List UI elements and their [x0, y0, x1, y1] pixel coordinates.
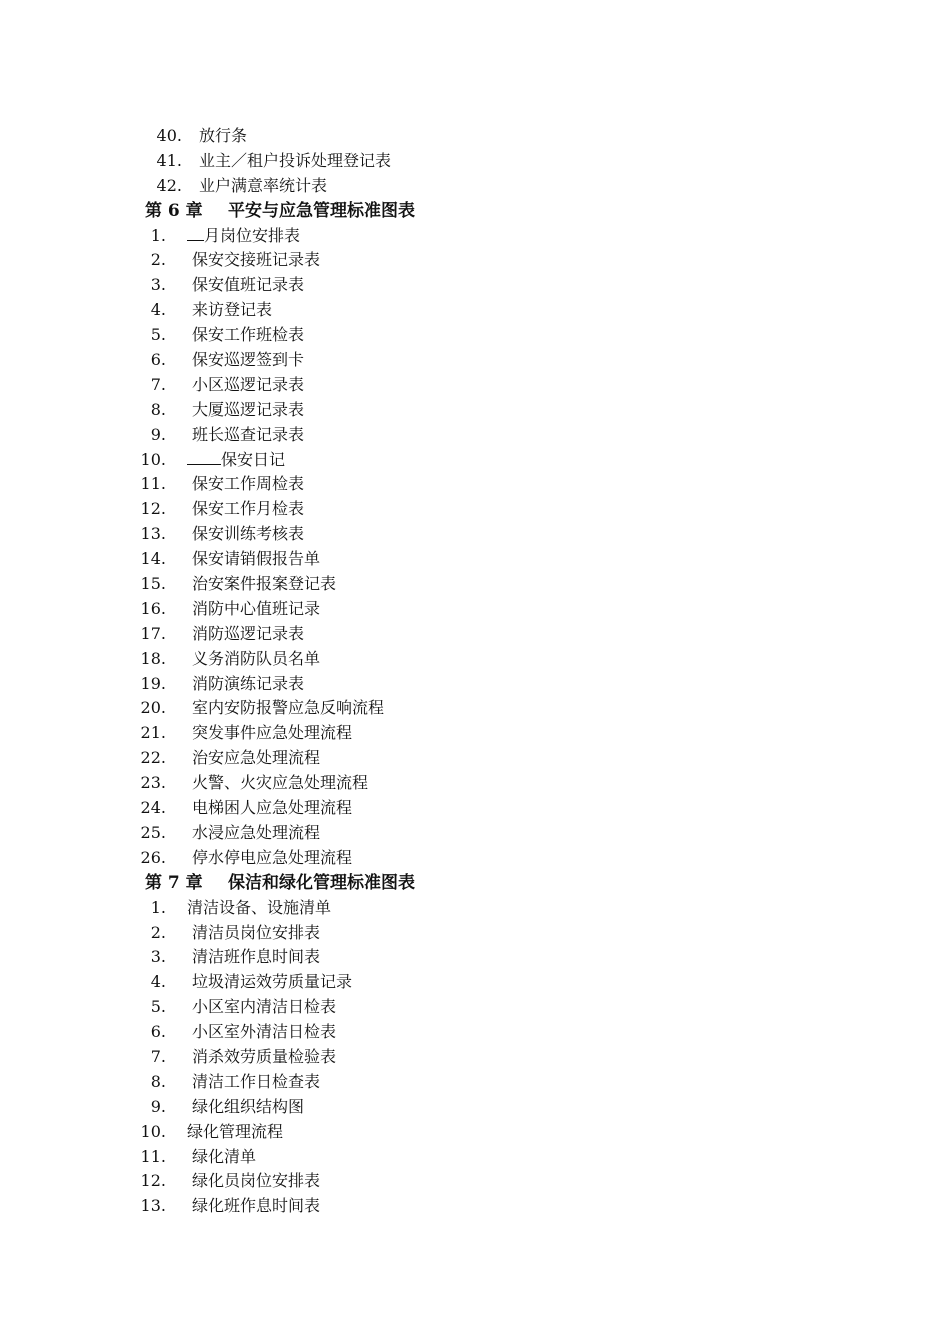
list-item-label: 消防巡逻记录表 [192, 623, 305, 643]
list-item [0, 1145, 950, 1170]
list-item-label: 保安工作班检表 [192, 325, 305, 345]
fill-in-blank [187, 450, 221, 465]
list-item-number: 20. [140, 698, 166, 718]
list-item [0, 1020, 950, 1045]
list-item-number: 4. [150, 300, 166, 320]
list-item [0, 323, 950, 348]
list-item-number: 10. [140, 449, 166, 469]
list-item-number: 19. [140, 673, 166, 693]
list-item-number: 4. [150, 972, 166, 992]
list-item-number: 9. [150, 424, 166, 444]
list-item-number: 14. [140, 549, 166, 569]
list-item-label: 绿化清单 [192, 1146, 257, 1166]
list-item [0, 995, 950, 1020]
list-item-label: 业户满意率统计表 [199, 175, 328, 195]
list-item-label: 消杀效劳质量检验表 [192, 1046, 337, 1066]
list-item-label: 清洁员岗位安排表 [192, 922, 321, 942]
list-item-label: 班长巡查记录表 [192, 424, 305, 444]
list-item-text: 月岗位安排表 [204, 225, 301, 245]
list-item-label: 保安工作周检表 [192, 474, 305, 494]
list-item-label: 小区室外清洁日检表 [192, 1022, 337, 1042]
list-item [0, 124, 950, 149]
list-item-text: 保安日记 [221, 449, 286, 469]
list-item-number: 2. [150, 922, 166, 942]
list-item [0, 547, 950, 572]
list-item-number: 17. [140, 623, 166, 643]
list-item [0, 945, 950, 970]
list-item [0, 398, 950, 423]
list-item [0, 846, 950, 871]
list-item-label: 消防演练记录表 [192, 673, 305, 693]
list-item-label: 室内安防报警应急反响流程 [192, 698, 385, 718]
list-item [0, 448, 950, 473]
list-item-number: 2. [150, 250, 166, 270]
list-item-number: 23. [140, 773, 166, 793]
list-item [0, 1169, 950, 1194]
list-item-label: 治安应急处理流程 [192, 748, 321, 768]
list-item [0, 970, 950, 995]
list-item-label: 放行条 [199, 126, 248, 145]
fill-in-blank [187, 226, 204, 241]
list-item-label: 清洁设备、设施清单 [187, 897, 332, 917]
list-item [0, 696, 950, 721]
list-item-number: 25. [140, 822, 166, 842]
list-item-label: 清洁工作日检查表 [192, 1071, 321, 1091]
list-item-number: 26. [140, 847, 166, 867]
list-item [0, 224, 950, 249]
list-item-label: 保安工作月检表 [192, 499, 305, 519]
list-item-number: 3. [150, 275, 166, 295]
list-item-label: 来访登记表 [192, 300, 273, 320]
list-item [0, 1095, 950, 1120]
list-item [0, 896, 950, 921]
list-item [0, 746, 950, 771]
list-item-number: 1. [150, 225, 166, 245]
chapter-heading-7 [0, 871, 950, 896]
list-item-label: 垃圾清运效劳质量记录 [192, 972, 353, 992]
list-item-label: 保安请销假报告单 [192, 549, 321, 569]
list-item-number: 10. [140, 1121, 166, 1141]
list-item-number: 5. [150, 325, 166, 345]
list-item-number: 22. [140, 748, 166, 768]
list-item-number: 6. [150, 350, 166, 370]
list-item-label: 小区室内清洁日检表 [192, 997, 337, 1017]
list-item [0, 771, 950, 796]
list-item [0, 298, 950, 323]
list-item-label: 保安巡逻签到卡 [192, 350, 305, 370]
list-item-number: 42. [156, 175, 182, 195]
list-item [0, 622, 950, 647]
list-item [0, 1045, 950, 1070]
list-item-label: 保安训练考核表 [192, 524, 305, 544]
list-item-number: 11. [140, 474, 166, 494]
list-item [0, 373, 950, 398]
list-item [0, 273, 950, 298]
list-item-label: 绿化员岗位安排表 [192, 1171, 321, 1191]
list-item [0, 348, 950, 373]
list-item-number: 13. [140, 524, 166, 544]
chapter-number: 第 6 章 [145, 200, 203, 221]
list-item-number: 8. [150, 1071, 166, 1091]
list-item [0, 522, 950, 547]
list-item-number: 1. [150, 897, 166, 917]
list-item-label: 绿化班作息时间表 [192, 1196, 321, 1216]
document-page [0, 124, 950, 1219]
chapter-heading-6 [0, 199, 950, 224]
chapter-title: 平安与应急管理标准图表 [228, 200, 415, 221]
list-item [0, 672, 950, 697]
list-item-number: 11. [140, 1146, 166, 1166]
list-item-number: 16. [140, 598, 166, 618]
list-item-label: 清洁班作息时间表 [192, 947, 321, 967]
list-item-label: 停水停电应急处理流程 [192, 847, 353, 867]
list-item-label: 消防中心值班记录 [192, 598, 321, 618]
list-item-number: 40. [156, 126, 182, 145]
list-item [0, 497, 950, 522]
list-item [0, 597, 950, 622]
list-item-label: 业主／租户投诉处理登记表 [199, 150, 392, 170]
list-item [0, 821, 950, 846]
list-item [0, 248, 950, 273]
list-item-number: 7. [150, 374, 166, 394]
list-item-label: 保安交接班记录表 [192, 250, 321, 270]
list-item-label: 绿化组织结构图 [192, 1096, 305, 1116]
list-item-number: 21. [140, 723, 166, 743]
list-item [0, 796, 950, 821]
list-item-number: 5. [150, 997, 166, 1017]
list-item-number: 12. [140, 1171, 166, 1191]
list-item-label: 大厦巡逻记录表 [192, 399, 305, 419]
list-item-number: 12. [140, 499, 166, 519]
list-item-label: 治安案件报案登记表 [192, 574, 337, 594]
list-item [0, 1120, 950, 1145]
list-item-number: 8. [150, 399, 166, 419]
list-item-number: 9. [150, 1096, 166, 1116]
list-item-label: 保安值班记录表 [192, 275, 305, 295]
list-item-number: 13. [140, 1196, 166, 1216]
list-item-label: 电梯困人应急处理流程 [192, 798, 353, 818]
chapter-number: 第 7 章 [145, 872, 203, 893]
list-item [0, 149, 950, 174]
list-item [0, 1194, 950, 1219]
list-item-number: 41. [156, 150, 182, 170]
list-item-number: 15. [140, 574, 166, 594]
list-item-label [187, 224, 300, 249]
list-item-label: 小区巡逻记录表 [192, 374, 305, 394]
list-item-label: 水浸应急处理流程 [192, 822, 321, 842]
list-item [0, 472, 950, 497]
list-item [0, 423, 950, 448]
list-item-number: 6. [150, 1022, 166, 1042]
list-item-label [187, 448, 285, 473]
chapter-title: 保洁和绿化管理标准图表 [228, 872, 415, 893]
list-item [0, 174, 950, 199]
list-item [0, 572, 950, 597]
list-item-label: 突发事件应急处理流程 [192, 723, 353, 743]
list-item-number: 3. [150, 947, 166, 967]
list-item [0, 721, 950, 746]
list-item [0, 921, 950, 946]
list-item [0, 647, 950, 672]
list-item-label: 火警、火灾应急处理流程 [192, 773, 369, 793]
list-item-number: 7. [150, 1046, 166, 1066]
list-item-number: 24. [140, 798, 166, 818]
list-item-label: 绿化管理流程 [187, 1121, 284, 1141]
list-item-label: 义务消防队员名单 [192, 648, 321, 668]
list-item [0, 1070, 950, 1095]
list-item-number: 18. [140, 648, 166, 668]
